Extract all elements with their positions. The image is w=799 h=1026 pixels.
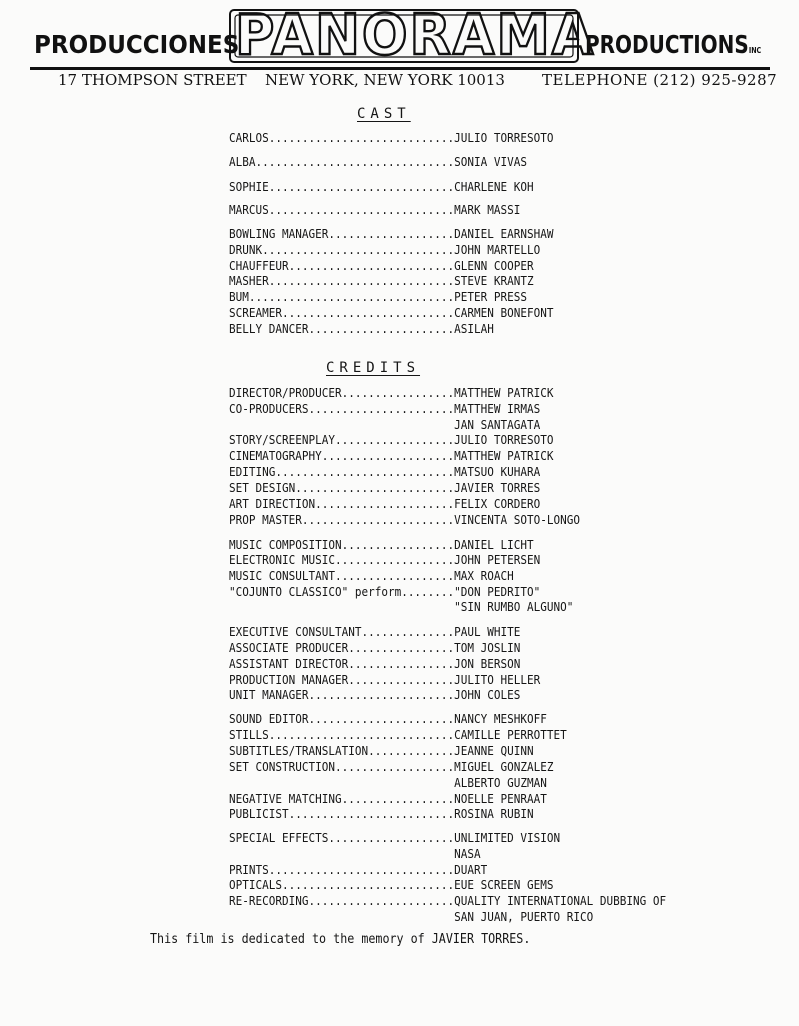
credit-leader — [229, 775, 454, 790]
credit-role: OPTICALS — [229, 877, 282, 892]
credit-role: NEGATIVE MATCHING — [229, 791, 342, 806]
credit-row — [229, 537, 534, 552]
cast-name: CARMEN BONEFONT — [454, 305, 554, 320]
cast-leader: ............................ — [268, 130, 455, 145]
credit-name: SAN JUAN, PUERTO RICO — [454, 909, 594, 924]
credit-name: PAUL WHITE — [454, 624, 521, 639]
cast-name: CHARLENE KOH — [454, 179, 534, 194]
credit-leader: ......................... — [288, 806, 455, 821]
credit-name: MAX ROACH — [454, 568, 514, 583]
address-city: NEW YORK, NEW YORK 10013 — [265, 71, 505, 89]
cast-row — [229, 321, 494, 336]
credit-leader: ................... — [328, 830, 455, 845]
credit-name: QUALITY INTERNATIONAL DUBBING OF — [454, 893, 667, 908]
credit-role: ASSISTANT DIRECTOR — [229, 656, 349, 671]
credit-role: STILLS — [229, 727, 269, 742]
cast-row — [229, 202, 520, 217]
credit-row — [229, 862, 487, 877]
credit-leader: ................ — [348, 672, 455, 687]
credit-leader: ................. — [341, 537, 455, 552]
credit-row — [229, 464, 540, 479]
credit-role: EXECUTIVE CONSULTANT — [229, 624, 362, 639]
credit-name: EUE SCREEN GEMS — [454, 877, 554, 892]
credit-leader — [229, 599, 454, 614]
cast-role: BUM — [229, 289, 249, 304]
credit-row — [229, 552, 540, 567]
credit-leader: ...................... — [308, 893, 455, 908]
cast-name: GLENN COOPER — [454, 258, 534, 273]
credit-name: NASA — [454, 846, 481, 861]
credit-role: ART DIRECTION — [229, 496, 316, 511]
credit-role: STORY/SCREENPLAY — [229, 432, 335, 447]
credit-row — [229, 909, 593, 924]
credit-role: SUBTITLES/TRANSLATION — [229, 743, 369, 758]
credit-row — [229, 727, 567, 742]
cast-row — [229, 289, 527, 304]
credit-leader: ........ — [401, 584, 455, 599]
credit-name: VINCENTA SOTO-LONGO — [454, 512, 581, 527]
cast-name: STEVE KRANTZ — [454, 273, 534, 288]
cast-row — [229, 154, 527, 169]
letterhead-right-word: PRODUCTIONS — [585, 30, 749, 59]
credit-row — [229, 385, 554, 400]
panorama-logo — [228, 3, 596, 68]
credit-role: "COJUNTO CLASSICO" perform — [229, 584, 402, 599]
cast-row — [229, 179, 534, 194]
cast-name: PETER PRESS — [454, 289, 528, 304]
dedication: This film is dedicated to the memory of JAVIER TORRES. — [150, 932, 531, 947]
credit-leader: ....................... — [301, 512, 455, 527]
credit-name: MATTHEW PATRICK — [454, 385, 554, 400]
credit-name: JEANNE QUINN — [454, 743, 534, 758]
cast-role: BELLY DANCER — [229, 321, 309, 336]
cast-leader: ......................... — [288, 258, 455, 273]
credit-leader — [229, 846, 454, 861]
logo-text: PANORAMA — [235, 3, 596, 68]
credit-row — [229, 599, 573, 614]
cast-row — [229, 305, 554, 320]
credit-role: ASSOCIATE PRODUCER — [229, 640, 349, 655]
credit-leader: .................. — [334, 568, 455, 583]
cast-name: JULIO TORRESOTO — [454, 130, 554, 145]
credit-name: DANIEL LICHT — [454, 537, 534, 552]
cast-leader: ............................ — [268, 179, 455, 194]
credit-row — [229, 743, 534, 758]
credit-name: FELIX CORDERO — [454, 496, 541, 511]
credit-name: CAMILLE PERROTTET — [454, 727, 567, 742]
credit-role: SPECIAL EFFECTS — [229, 830, 329, 845]
credit-row — [229, 480, 540, 495]
credit-row — [229, 584, 540, 599]
credit-name: UNLIMITED VISION — [454, 830, 561, 845]
credit-name: "DON PEDRITO" — [454, 584, 541, 599]
letterhead — [0, 0, 799, 92]
credit-leader: .................. — [334, 432, 455, 447]
credit-row — [229, 656, 520, 671]
credit-leader: .............. — [361, 624, 455, 639]
credit-name: ALBERTO GUZMAN — [454, 775, 547, 790]
credit-row — [229, 401, 540, 416]
credit-role: DIRECTOR/PRODUCER — [229, 385, 342, 400]
credit-role: CO-PRODUCERS — [229, 401, 309, 416]
credit-row — [229, 775, 547, 790]
cast-role: MASHER — [229, 273, 269, 288]
credit-row — [229, 687, 520, 702]
cast-role: SCREAMER — [229, 305, 282, 320]
cast-role: CARLOS — [229, 130, 269, 145]
credit-leader: ...................... — [308, 711, 455, 726]
letterhead-left-text: PRODUCCIONES — [34, 30, 240, 59]
credit-leader: ................ — [348, 656, 455, 671]
credit-role: PRODUCTION MANAGER — [229, 672, 349, 687]
cast-name: SONIA VIVAS — [454, 154, 528, 169]
credit-name: MATTHEW PATRICK — [454, 448, 554, 463]
credit-row — [229, 448, 554, 463]
credit-name: JOHN PETERSEN — [454, 552, 541, 567]
credit-row — [229, 759, 554, 774]
cast-role: ALBA — [229, 154, 256, 169]
credit-role: PRINTS — [229, 862, 269, 877]
credits-title: CREDITS — [326, 360, 421, 376]
credit-role: ELECTRONIC MUSIC — [229, 552, 335, 567]
credit-role: UNIT MANAGER — [229, 687, 309, 702]
credit-role: PUBLICIST — [229, 806, 289, 821]
cast-role: MARCUS — [229, 202, 269, 217]
cast-row — [229, 226, 554, 241]
credit-row — [229, 640, 520, 655]
cast-leader: ................... — [328, 226, 455, 241]
credit-role: RE-RECORDING — [229, 893, 309, 908]
credit-name: JULIO TORRESOTO — [454, 432, 554, 447]
credit-name: ROSINA RUBIN — [454, 806, 534, 821]
credit-row — [229, 806, 534, 821]
credit-name: NOELLE PENRAAT — [454, 791, 547, 806]
credit-leader: .................. — [334, 759, 455, 774]
credit-name: TOM JOSLIN — [454, 640, 521, 655]
cast-leader: ...................... — [308, 321, 455, 336]
credit-role: MUSIC COMPOSITION — [229, 537, 342, 552]
credit-leader — [229, 909, 454, 924]
credit-row — [229, 432, 554, 447]
cast-title: CAST — [357, 106, 411, 122]
credit-role: SET DESIGN — [229, 480, 296, 495]
cast-leader: .......................... — [281, 305, 455, 320]
letterhead-inc: INC — [748, 46, 762, 55]
credit-leader: .......................... — [281, 877, 455, 892]
credit-name: JOHN COLES — [454, 687, 521, 702]
credit-role: CINEMATOGRAPHY — [229, 448, 322, 463]
credit-row — [229, 711, 547, 726]
credit-role: SOUND EDITOR — [229, 711, 309, 726]
cast-leader: ............................ — [268, 273, 455, 288]
credit-leader: ........................ — [295, 480, 455, 495]
credit-leader: ............................ — [268, 727, 455, 742]
cast-row — [229, 273, 534, 288]
cast-leader: ............................. — [262, 242, 455, 257]
credit-name: JULITO HELLER — [454, 672, 541, 687]
credit-row — [229, 568, 514, 583]
credit-leader — [229, 417, 454, 432]
letterhead-rule — [30, 67, 770, 70]
cast-name: MARK MASSI — [454, 202, 521, 217]
credit-leader: ...................... — [308, 687, 455, 702]
cast-leader: ............................ — [268, 202, 455, 217]
credit-leader: .................... — [321, 448, 455, 463]
credit-leader: .................. — [334, 552, 455, 567]
cast-role: DRUNK — [229, 242, 263, 257]
cast-leader: .............................. — [255, 154, 455, 169]
credit-leader: ................. — [341, 791, 455, 806]
cast-row — [229, 242, 540, 257]
cast-role: CHAUFFEUR — [229, 258, 289, 273]
credit-row — [229, 893, 666, 908]
credit-role: SET CONSTRUCTION — [229, 759, 335, 774]
credit-name: MIGUEL GONZALEZ — [454, 759, 554, 774]
credit-role: PROP MASTER — [229, 512, 302, 527]
credit-leader: ...................... — [308, 401, 455, 416]
cast-row — [229, 130, 554, 145]
credit-row — [229, 496, 540, 511]
credit-row — [229, 830, 560, 845]
cast-row — [229, 258, 534, 273]
cast-name: DANIEL EARNSHAW — [454, 226, 554, 241]
cast-name: ASILAH — [454, 321, 494, 336]
address-telephone: TELEPHONE (212) 925-9287 — [542, 71, 778, 89]
cast-role: BOWLING MANAGER — [229, 226, 329, 241]
credit-name: JON BERSON — [454, 656, 521, 671]
credit-leader: ............................ — [268, 862, 455, 877]
credit-role: EDITING — [229, 464, 276, 479]
credit-row — [229, 417, 540, 432]
credit-leader: ..................... — [315, 496, 455, 511]
credit-name: MATTHEW IRMAS — [454, 401, 541, 416]
address-street: 17 THOMPSON STREET — [58, 71, 247, 89]
credit-name: MATSUO KUHARA — [454, 464, 541, 479]
credit-leader: ................ — [348, 640, 455, 655]
credit-leader: ........................... — [275, 464, 455, 479]
credit-name: JAN SANTAGATA — [454, 417, 541, 432]
credit-row — [229, 624, 520, 639]
letterhead-right-text — [585, 30, 761, 59]
credit-name: NANCY MESHKOFF — [454, 711, 547, 726]
credit-leader: ............. — [368, 743, 455, 758]
credit-row — [229, 512, 580, 527]
credit-leader: ................. — [341, 385, 455, 400]
credit-name: DUART — [454, 862, 488, 877]
credit-name: JAVIER TORRES — [454, 480, 541, 495]
credit-row — [229, 846, 481, 861]
credit-role: MUSIC CONSULTANT — [229, 568, 335, 583]
credit-row — [229, 672, 540, 687]
cast-role: SOPHIE — [229, 179, 269, 194]
credit-row — [229, 877, 554, 892]
cast-name: JOHN MARTELLO — [454, 242, 541, 257]
credit-row — [229, 791, 547, 806]
credit-name: "SIN RUMBO ALGUNO" — [454, 599, 574, 614]
cast-leader: ............................... — [248, 289, 455, 304]
